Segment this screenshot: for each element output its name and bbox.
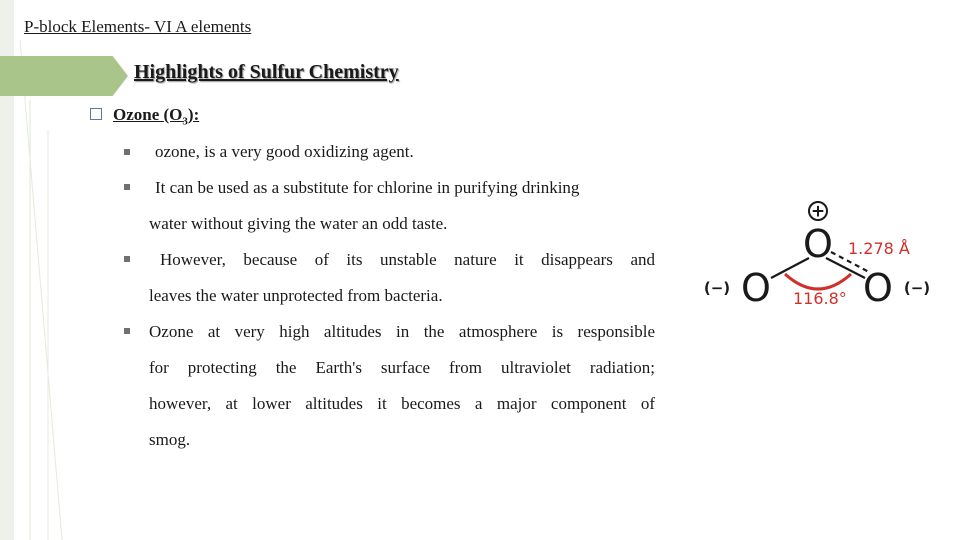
bullet-4-line-4: smog. (149, 430, 191, 449)
bullet-1-text: ozone, is a very good oxidizing agent. (155, 142, 414, 161)
ozone-heading (113, 105, 199, 127)
bond-angle-arc (785, 274, 851, 289)
checkbox-bullet-icon (90, 108, 102, 120)
bullet-4-line-3: however, at lower altitudes it becomes a major component of (149, 394, 655, 413)
slide-header-title: P-block Elements- VI A elements (24, 17, 252, 36)
oxygen-atom-top: O (803, 222, 833, 266)
oxygen-atom-right: O (863, 266, 893, 310)
bullet-4-line-2: for protecting the Earth's surface from ultraviolet radiation; (149, 358, 655, 377)
ozone-heading-main: Ozone (O (113, 105, 183, 124)
ozone-heading-end: ): (187, 105, 200, 124)
ozone-heading-subscript: 3 (182, 115, 188, 128)
square-bullet-icon (124, 256, 130, 262)
ozone-structure-diagram (683, 180, 952, 323)
bullet-2-line-2: water without giving the water an odd taste. (149, 214, 448, 233)
bullet-4-line-1: Ozone at very high altitudes in the atmosphere is responsible (149, 322, 655, 341)
bullet-3-line-1: However, because of its unstable nature it disappears and (160, 250, 655, 269)
plus-charge-symbol: + (810, 201, 826, 222)
square-bullet-icon (124, 184, 130, 190)
bullet-2-line-1: It can be used as a substitute for chlorine in purifying drinking (155, 178, 580, 197)
square-bullet-icon (124, 149, 130, 155)
left-negative-charge: (−) (703, 279, 731, 297)
bullet-3-line-2: leaves the water unprotected from bacteria. (149, 286, 443, 305)
section-title: Highlights of Sulfur Chemistry (134, 61, 399, 83)
bond-angle-label: 116.8° (793, 289, 847, 308)
bond-length-label: 1.278 Å (848, 239, 910, 258)
square-bullet-icon (124, 328, 130, 334)
decorative-lines (0, 40, 70, 540)
section-banner-arrow (0, 56, 128, 96)
oxygen-atom-left: O (741, 266, 771, 310)
right-negative-charge: (−) (903, 279, 931, 297)
